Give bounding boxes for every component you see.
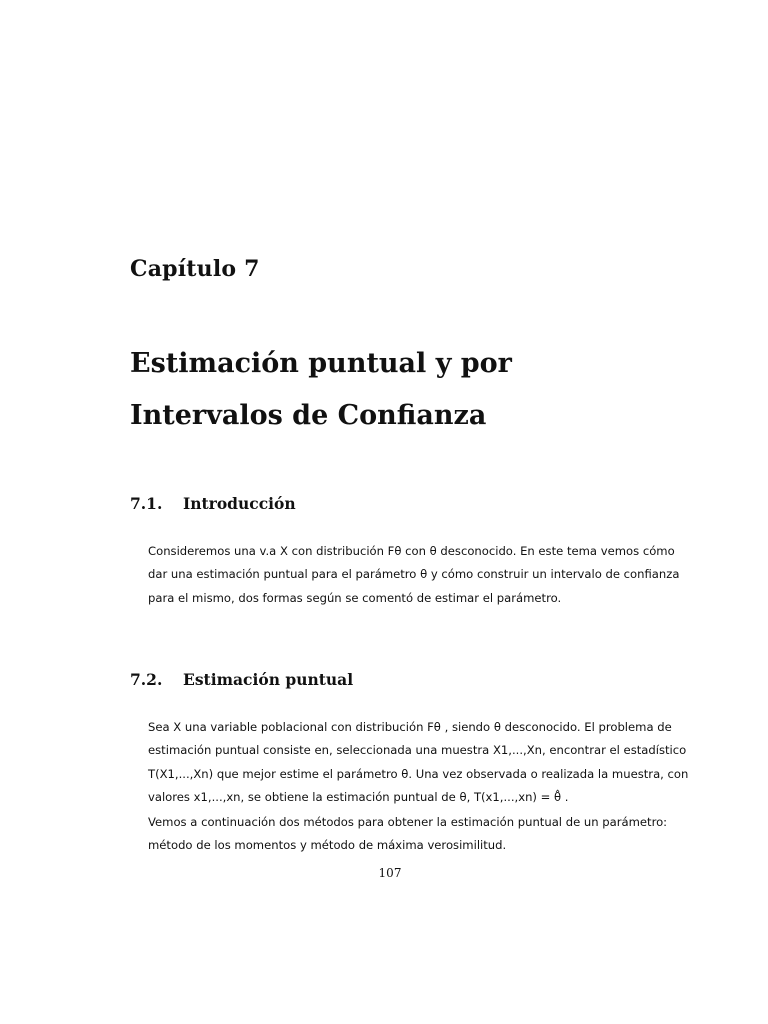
methods-paragraph [130,811,668,858]
section-heading-7-1 [130,494,296,513]
paragraph-line: valores x1,...,xn, se obtiene la estimación puntual de θ, T(x1,...,xn) = θ̂ . [148,790,569,805]
section-number: 7.1. [130,494,163,513]
chapter-title-line-1: Estimación puntual y por [130,348,512,379]
section-title: Introducción [183,494,296,513]
paragraph-line: T(X1,...,Xn) que mejor estime el parámetro θ. Una vez observada o realizada la muestra, con [148,766,689,781]
section-number: 7.2. [130,670,163,689]
introduction-paragraph [130,540,680,610]
paragraph-line: dar una estimación puntual para el parámetro θ y cómo construir un intervalo de confianza [148,567,680,582]
point-estimation-paragraph [130,716,689,810]
section-title: Estimación puntual [183,670,354,689]
paragraph-line: método de los momentos y método de máxima verosimilitud. [148,838,507,853]
paragraph-line: estimación puntual consiste en, seleccionada una muestra X1,...,Xn, encontrar el estadístico [148,743,687,758]
chapter-title [130,338,512,442]
paragraph-line: para el mismo, dos formas según se comentó de estimar el parámetro. [148,590,562,605]
paragraph-line: Sea X una variable poblacional con distribución Fθ , siendo θ desconocido. El problema de [148,720,672,734]
paragraph-line: Consideremos una v.a X con distribución Fθ con θ desconocido. En este tema vemos cómo [148,544,675,558]
page-number: 107 [378,866,402,880]
chapter-title-line-2: Intervalos de Confianza [130,400,487,431]
chapter-label: Capítulo 7 [130,256,260,282]
section-heading-7-2 [130,670,353,689]
paragraph-line: Vemos a continuación dos métodos para obtener la estimación puntual de un parámetro: [148,815,668,829]
